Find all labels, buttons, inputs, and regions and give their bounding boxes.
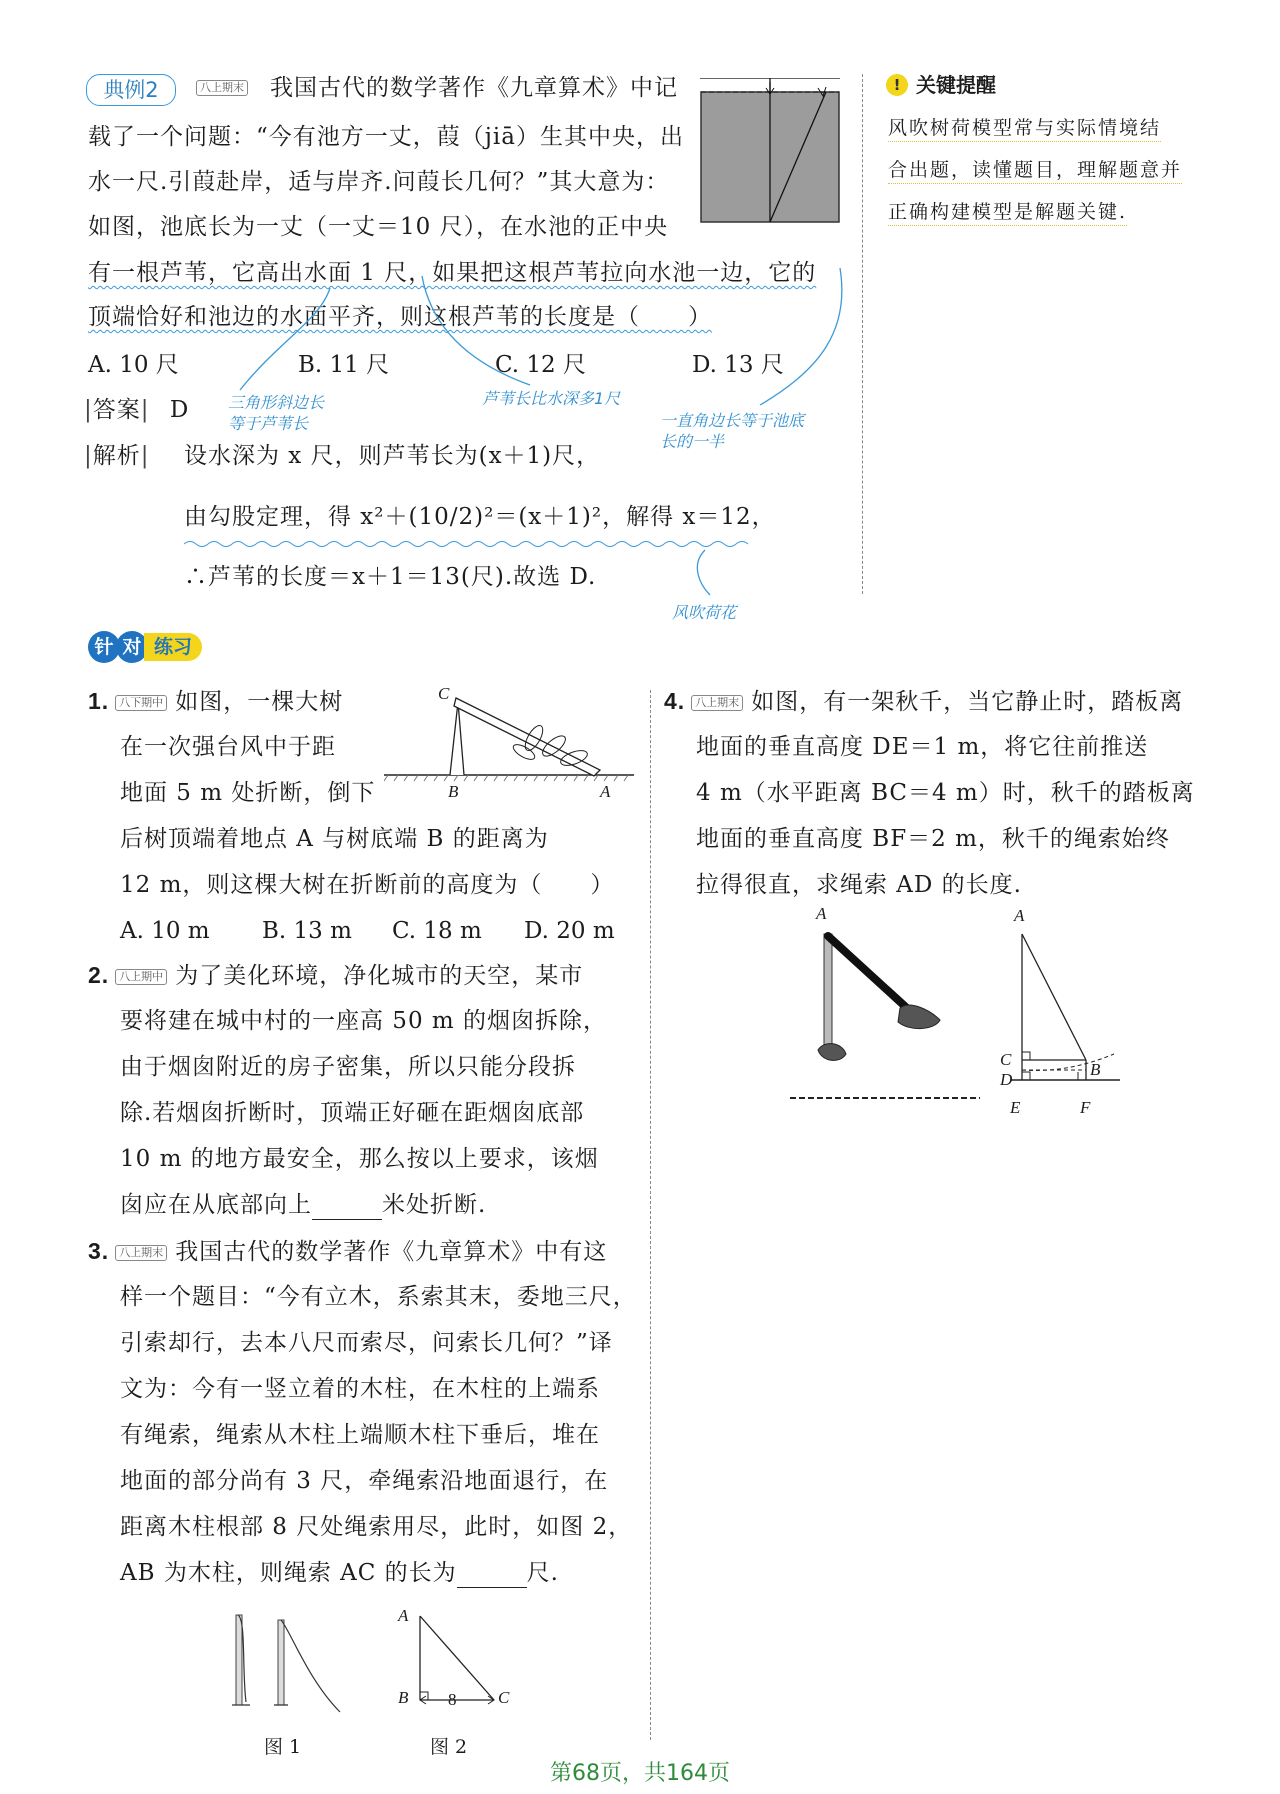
tip-line-2: 合出题，读懂题目，理解题意并 — [888, 157, 1182, 184]
q3-line-6: 地面的部分尚有 3 尺，牵绳索沿地面退行，在 — [120, 1468, 609, 1494]
q3-fig2-label-8: 8 — [448, 1690, 457, 1709]
swing-figure — [790, 930, 990, 1105]
q3-tag: 八上期末 — [115, 1245, 167, 1261]
q3-fig2-caption: 图 2 — [430, 1736, 468, 1758]
q1-option-a: A. 10 m — [120, 918, 210, 944]
example-tag: 八上期末 — [196, 80, 248, 96]
example-option-a: A. 10 尺 — [88, 352, 179, 378]
note-wind-lotus: 风吹荷花 — [672, 603, 737, 622]
q1-line-5: 12 m，则这棵大树在折断前的高度为（ ） — [120, 872, 615, 898]
q2-line-5: 10 m 的地方最安全，那么按以上要求，该烟 — [120, 1146, 599, 1172]
q3-number: 3. — [88, 1238, 110, 1264]
q3-line-8: AB 为木柱，则绳索 AC 的长为 尺. — [120, 1560, 559, 1586]
q4-line-5: 拉得很直，求绳索 AD 的长度. — [696, 872, 1022, 898]
example-line-2: 载了一个问题：“今有池方一丈，葭（jiā）生其中央，出 — [88, 124, 684, 150]
example-line-3: 水一尺.引葭赴岸，适与岸齐.问葭长几何？”其大意为： — [88, 169, 670, 195]
q2-line-1: 2. 八上期中 为了美化环境，净化城市的天空，某市 — [88, 962, 584, 989]
q2-number: 2. — [88, 962, 110, 988]
analysis-label-row: |解析| — [84, 443, 150, 469]
analysis-line-2: 由勾股定理，得 x²＋(10/2)²＝(x＋1)²，解得 x＝12， — [184, 504, 776, 530]
q1-option-d: D. 20 m — [524, 918, 615, 944]
q2-line-6: 囱应在从底部向上 米处折断. — [120, 1192, 487, 1218]
note-hypotenuse: 三角形斜边长 等于芦苇长 — [228, 393, 325, 433]
tip-icon: ! — [886, 74, 908, 96]
tip-line-3: 正确构建模型是解题关键. — [888, 199, 1127, 226]
q4-number: 4. — [664, 688, 686, 714]
q2-line-2: 要将建在城中村的一座高 50 m 的烟囱拆除， — [120, 1008, 608, 1034]
example-line-6: 顶端恰好和池边的水面平齐，则这根芦苇的长度是（ ） — [88, 304, 712, 330]
example-line-1: 我国古代的数学著作《九章算术》中记 — [270, 75, 678, 101]
swing-diagram — [1010, 930, 1130, 1100]
q1-option-c: C. 18 m — [392, 918, 482, 944]
q3-answer-blank[interactable] — [457, 1565, 527, 1588]
analysis-label: 解析 — [92, 443, 141, 469]
q2-line-4: 除.若烟囱折断时，顶端正好砸在距烟囱底部 — [120, 1100, 585, 1126]
q1-line-1: 1. 八下期中 如图，一棵大树 — [88, 688, 344, 715]
q4-label-c: C — [1000, 1050, 1012, 1069]
q3-figure-2 — [410, 1608, 510, 1708]
practice-heading-char-1: 针 — [88, 631, 120, 663]
practice-heading-rest: 练习 — [144, 633, 202, 661]
q3-line-1: 3. 八上期末 我国古代的数学著作《九章算术》中有这 — [88, 1238, 608, 1265]
q3-fig2-label-a: A — [398, 1606, 409, 1625]
q3-figure-1 — [228, 1610, 348, 1720]
practice-heading — [88, 630, 202, 664]
tip-line-1: 风吹树荷模型常与实际情境结 — [888, 115, 1161, 142]
q1-number: 1. — [88, 688, 110, 714]
q1-label-a: A — [600, 782, 611, 801]
q3-fig2-label-c: C — [498, 1688, 510, 1707]
q4-photo-label-a: A — [816, 904, 827, 923]
answer-row: |答案| D — [84, 397, 190, 423]
q4-tag: 八上期末 — [691, 695, 743, 711]
q4-line-1: 4. 八上期末 如图，有一架秋千，当它静止时，踏板离 — [664, 688, 1184, 715]
q4-line-4: 地面的垂直高度 BF＝2 m，秋千的绳索始终 — [696, 826, 1170, 852]
answer-value: D — [169, 397, 190, 423]
answer-label: 答案 — [92, 397, 141, 423]
practice-column-divider — [650, 690, 651, 1740]
example-line-5: 有一根芦苇，它高出水面 1 尺，如果把这根芦苇拉向水池一边，它的 — [88, 260, 817, 286]
pool-figure — [700, 78, 840, 223]
q3-fig1-caption: 图 1 — [264, 1736, 302, 1758]
q1-line-3: 地面 5 m 处折断，倒下 — [120, 780, 376, 806]
tree-figure — [384, 680, 634, 790]
q3-line-2: 样一个题目：“今有立木，系索其末，委地三尺， — [120, 1284, 637, 1310]
q2-answer-blank[interactable] — [312, 1197, 382, 1220]
q4-line-3: 4 m（水平距离 BC＝4 m）时，秋千的踏板离 — [696, 780, 1195, 806]
q4-label-d: D — [1000, 1070, 1013, 1089]
q2-line-3: 由于烟囱附近的房子密集，所以只能分段拆 — [120, 1054, 576, 1080]
note-reed-longer: 芦苇长比水深多1尺 — [482, 389, 621, 408]
q4-label-e: E — [1010, 1098, 1021, 1117]
q3-line-4: 文为：今有一竖立着的木柱，在木柱的上端系 — [120, 1376, 600, 1402]
analysis-line-1: 设水深为 x 尺，则芦苇长为(x＋1)尺， — [184, 443, 601, 469]
analysis-line-3: ∴芦苇的长度＝x＋1＝13(尺).故选 D. — [184, 564, 597, 590]
q3-line-3: 引索却行，去本八尺而索尽，问索长几何？”译 — [120, 1330, 613, 1356]
q4-line-2: 地面的垂直高度 DE＝1 m，将它往前推送 — [696, 734, 1149, 760]
q1-label-b: B — [448, 782, 459, 801]
tip-title: 关键提醒 — [916, 73, 996, 97]
q4-label-f: F — [1080, 1098, 1091, 1117]
example-option-c: C. 12 尺 — [495, 352, 586, 378]
q1-label-c: C — [438, 684, 450, 703]
note-leg-half: 一直角边长等于池底 长的一半 — [660, 411, 805, 451]
page-number: 第68页，共164页 — [550, 1761, 730, 1786]
example-option-b: B. 11 尺 — [298, 352, 390, 378]
q3-line-7: 距离木柱根部 8 尺处绳索用尽，此时，如图 2， — [120, 1514, 633, 1540]
column-divider — [862, 74, 863, 594]
q4-label-b: B — [1090, 1060, 1101, 1079]
q2-tag: 八上期中 — [115, 969, 167, 985]
q3-fig2-label-b: B — [398, 1688, 409, 1707]
q3-line-5: 有绳索，绳索从木柱上端顺木柱下垂后，堆在 — [120, 1422, 600, 1448]
q4-label-a: A — [1014, 906, 1025, 925]
q1-option-b: B. 13 m — [262, 918, 352, 944]
q1-tag: 八下期中 — [115, 695, 167, 711]
example-line-4: 如图，池底长为一丈（一丈＝10 尺），在水池的正中央 — [88, 214, 669, 240]
q1-line-4: 后树顶端着地点 A 与树底端 B 的距离为 — [120, 826, 549, 852]
q1-line-2: 在一次强台风中于距 — [120, 734, 336, 760]
practice-heading-char-2: 对 — [116, 631, 148, 663]
example-option-d: D. 13 尺 — [692, 352, 784, 378]
example-badge: 典例2 — [86, 74, 176, 106]
